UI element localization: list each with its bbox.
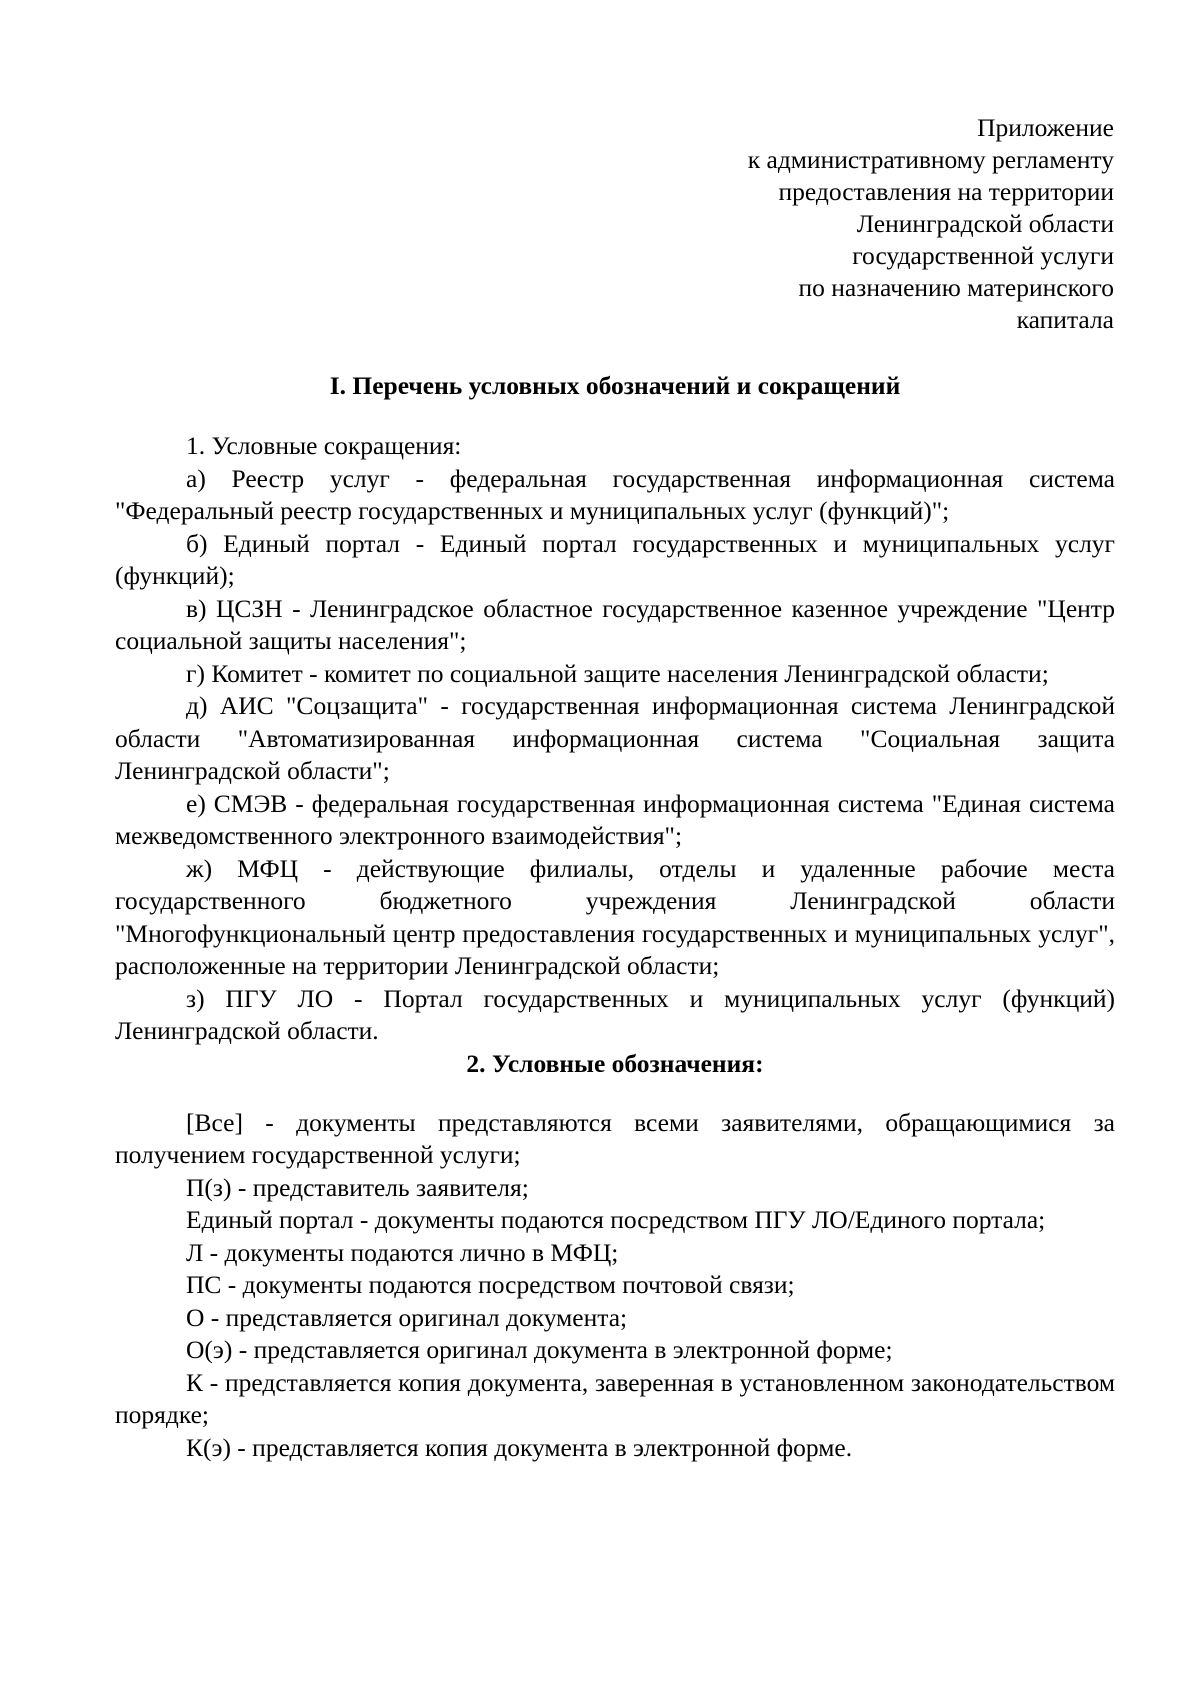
abbreviation-item: з) ПГУ ЛО - Портал государственных и муниципальных услуг (функций) Ленинградской области.	[115, 983, 1115, 1045]
abbreviation-item: д) АИС "Соцзащита" - государственная информационная система Ленинградской области "Автоматизированная информационная система "Социальная защита Ленинградской области";	[115, 691, 1115, 785]
appendix-header-line: Ленинградской области	[856, 209, 1114, 238]
appendix-header-line: Приложение	[977, 113, 1114, 142]
abbreviation-item: а) Реестр услуг - федеральная государственная информационная система "Федеральный реестр государственных и муниципальных услуг (функций)";	[115, 463, 1115, 525]
abbreviation-item: ж) МФЦ - действующие филиалы, отделы и удаленные рабочие места государственного бюджетного учреждения Ленинградской области "Многофункциональный центр предоставления государственных и муниципальных услуг", расположенные на территории Ленинградской области;	[115, 853, 1115, 980]
abbreviation-item: г) Комитет - комитет по социальной защите населения Ленинградской области;	[186, 658, 1049, 688]
legend-item: Единый портал - документы подаются посредством ПГУ ЛО/Единого портала;	[186, 1205, 1046, 1234]
legend-item: Л - документы подаются лично в МФЦ;	[186, 1237, 619, 1267]
abbreviations-intro: 1. Условные сокращения:	[186, 431, 462, 460]
legend-item: П(з) - представитель заявителя;	[186, 1172, 529, 1202]
section-1-title: I. Перечень условных обозначений и сокращений	[329, 371, 901, 400]
appendix-header-line: по назначению материнского	[798, 273, 1114, 302]
appendix-header-line: капитала	[1016, 305, 1114, 334]
appendix-header-line: государственной услуги	[852, 241, 1114, 270]
section-2-title: 2. Условные обозначения:	[466, 1048, 764, 1078]
legend-item: К(э) - представляется копия документа в электронной форме.	[186, 1432, 853, 1462]
abbreviation-item: е) СМЭВ - федеральная государственная информационная система "Единая система межведомственного электронного взаимодействия";	[115, 788, 1115, 850]
appendix-header	[514, 112, 1114, 336]
appendix-header-line: к административному регламенту	[747, 145, 1114, 174]
legend-item: [Все] - документы представляются всеми заявителями, обращающимися за получением государственной услуги;	[115, 1107, 1115, 1169]
abbreviation-item: б) Единый портал - Единый портал государственных и муниципальных услуг (функций);	[115, 528, 1115, 590]
legend-item: К - представляется копия документа, заверенная в установленном законодательством порядке;	[115, 1367, 1115, 1429]
legend-item: ПС - документы подаются посредством почтовой связи;	[186, 1270, 795, 1299]
legend-item: О(э) - представляется оригинал документа в электронной форме;	[186, 1335, 893, 1364]
document-body	[115, 370, 1115, 1464]
legend-item: О - представляется оригинал документа;	[186, 1302, 628, 1332]
abbreviation-item: в) ЦСЗН - Ленинградское областное государственное казенное учреждение "Центр социальной защиты населения";	[115, 593, 1115, 655]
appendix-header-line: предоставления на территории	[778, 177, 1114, 206]
